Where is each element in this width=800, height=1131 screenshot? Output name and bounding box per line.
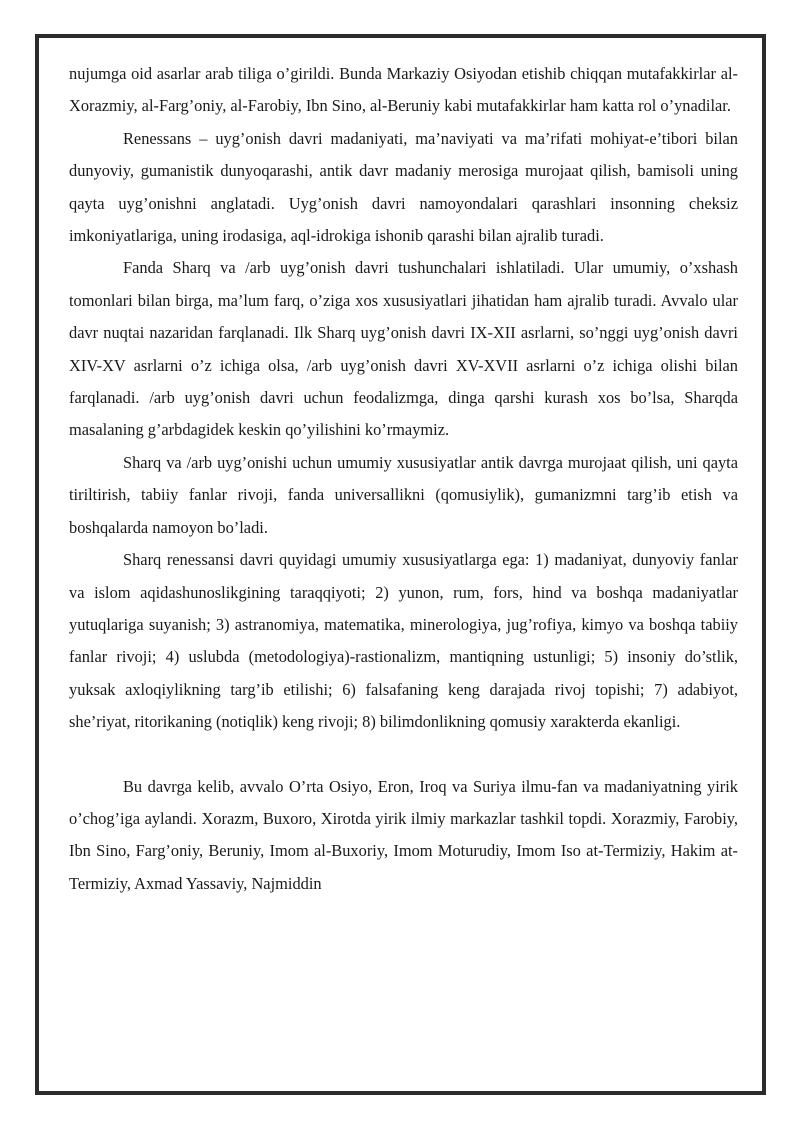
- document-body: [69, 58, 738, 900]
- paragraph-1: nujumga oid asarlar arab tiliga o’girildi. Bunda Markaziy Osiyodan etishib chiqqan mutafakkirlar al-Xorazmiy, al-Farg’oniy, al-Farobiy, Ibn Sino, al-Beruniy kabi mutafakkirlar ham katta rol o’ynadilar.: [69, 64, 738, 116]
- paragraph-4: Sharq va /arb uyg’onishi uchun umumiy xususiyatlar antik davrga murojaat qilish, uni qayta tiriltirish, tabiiy fanlar rivoji, fanda universallikni (qomusiylik), gumanizmni targ’ib etish va boshqalarda namoyon bo’ladi.: [69, 452, 738, 537]
- paragraph-5: Sharq renessansi davri quyidagi umumiy xususiyatlarga ega: 1) madaniyat, dunyoviy fanlar va islom aqidashunoslikgining taraqqiyoti; 2) yunon, rum, fors, hind va boshqa madaniyatlar yutuqlariga suyanish; 3) astranomiya, matematika, minerologiya, jug’rofiya, kimyo va boshqa tabiiy fanlar rivoji; 4) uslubda (metodologiya)-rastionalizm, mantiqning ustunligi; 5) insoniy do’stlik, yuksak axloqiylikning targ’ib etilishi; 6) falsafaning keng darajada rivoj topishi; 7) adabiyot, she’riyat, ritorikaning (notiqlik) keng rivoji; 8) bilimdonlikning qomusiy xarakterda ekanligi.: [69, 550, 738, 732]
- paragraph-2: Renessans – uyg’onish davri madaniyati, ma’naviyati va ma’rifati mohiyat-e’tibori bilan dunyoviy, gumanistik dunyoqarashi, antik davr madaniy merosiga murojaat qilish, bamisoli uning qayta uyg’onishni anglatadi. Uyg’onish davri namoyondalari qarashlari insonning cheksiz imkoniyatlariga, uning irodasiga, aql-idrokiga ishonib qarashi bilan ajralib turadi.: [69, 128, 738, 246]
- paragraph-gap: [69, 739, 738, 771]
- page-border: [35, 34, 766, 1095]
- paragraph-3: Fanda Sharq va /arb uyg’onish davri tushunchalari ishlatiladi. Ular umumiy, o’xshash tomonlari bilan birga, ma’lum farq, o’ziga xos xususiyatlari jihatidan ham ajralib turadi. Avvalo ular davr nuqtai nazaridan farqlanadi. Ilk Sharq uyg’onish davri IX-XII asrlarni, so’nggi uyg’onish davri XIV-XV asrlarni o’z ichiga olsa, /arb uyg’onish davri XV-XVII asrlarni o’z ichiga olishi bilan farqlanadi. /arb uyg’onish davri uchun feodalizmga, dinga qarshi kurash xos bo’lsa, Sharqda masalaning g’arbdagidek keskin qo’yilishini ko’rmaymiz.: [69, 258, 738, 440]
- paragraph-6: Bu davrga kelib, avvalo O’rta Osiyo, Eron, Iroq va Suriya ilmu-fan va madaniyatning yirik o’chog’iga aylandi. Xorazm, Buxoro, Xirotda yirik ilmiy markazlar tashkil topdi. Xorazmiy, Farobiy, Ibn Sino, Farg’oniy, Beruniy, Imom al-Buxoriy, Imom Moturudiy, Imom Iso at-Termiziy, Hakim at-Termiziy, Axmad Yassaviy, Najmiddin: [69, 776, 738, 893]
